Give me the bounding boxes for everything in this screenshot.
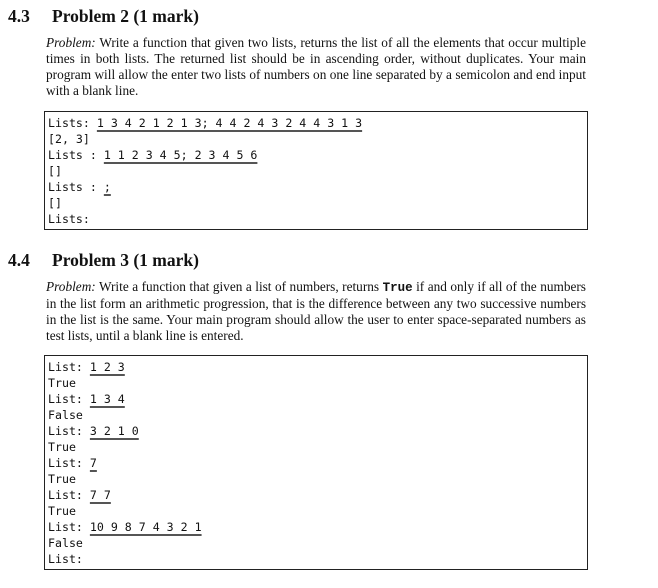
prompt-text: List:: [48, 392, 90, 406]
transcript-line: [48, 535, 587, 551]
transcript-line: [48, 375, 587, 391]
problem-description: [46, 35, 586, 99]
transcript-line: [48, 551, 587, 567]
prompt-text: List:: [48, 520, 90, 534]
prompt-text: True: [48, 472, 76, 486]
user-input: 7 7: [89, 488, 111, 502]
transcript-line: [48, 487, 587, 503]
prompt-text: True: [48, 504, 76, 518]
section-number: 4.4: [8, 250, 30, 270]
transcript-line: [48, 471, 587, 487]
section-heading-4-4: [8, 250, 199, 271]
prompt-text: []: [48, 196, 62, 210]
prompt-text: []: [48, 164, 62, 178]
transcript-line: [48, 147, 587, 163]
problem-description: [46, 279, 586, 344]
transcript-line: [48, 455, 587, 471]
user-input: 1 3 4 2 1 2 1 3; 4 4 2 4 3 2 4 4 3 1 3: [96, 116, 363, 130]
prompt-text: List:: [48, 488, 90, 502]
prompt-text: True: [48, 440, 76, 454]
user-input: 1 1 2 3 4 5; 2 3 4 5 6: [103, 148, 258, 162]
section-title: Problem 3 (1 mark): [52, 250, 199, 270]
prompt-text: False: [48, 408, 83, 422]
transcript-line: [48, 391, 587, 407]
prompt-text: True: [48, 376, 76, 390]
transcript-line: [48, 503, 587, 519]
code-true: True: [382, 281, 413, 295]
transcript-line: [48, 359, 587, 375]
prompt-text: Lists:: [48, 212, 90, 226]
prompt-text: List:: [48, 360, 90, 374]
prompt-text: False: [48, 536, 83, 550]
user-input: ;: [103, 180, 111, 194]
section-number: 4.3: [8, 6, 30, 26]
transcript-line: [48, 131, 587, 147]
transcript-line: [48, 163, 587, 179]
user-input: 10 9 8 7 4 3 2 1: [89, 520, 202, 534]
prompt-text: Lists :: [48, 148, 104, 162]
transcript-line: [48, 519, 587, 535]
transcript-line: [48, 211, 587, 227]
prompt-text: Lists :: [48, 180, 104, 194]
user-input: 7: [89, 456, 97, 470]
transcript-line: [48, 115, 587, 131]
transcript-line: [48, 439, 587, 455]
problem-label: Problem:: [46, 35, 96, 50]
prompt-text: List:: [48, 552, 83, 566]
transcript-line: [48, 195, 587, 211]
prompt-text: List:: [48, 456, 90, 470]
problem-text: Write a function that given two lists, returns the list of all the elements that occur multiple times in both lists. The returned list should be in ascending order, without duplicates. Your main program will allow the enter two lists of numbers on one line separated by a semicolon and end input with a blank line.: [46, 35, 586, 98]
problem-text: Write a function that given a list of numbers, returns: [98, 279, 383, 294]
transcript-line: [48, 179, 587, 195]
prompt-text: Lists:: [48, 116, 97, 130]
prompt-text: List:: [48, 424, 90, 438]
transcript-line: [48, 407, 587, 423]
prompt-text: [2, 3]: [48, 132, 90, 146]
user-input: 1 2 3: [89, 360, 125, 374]
transcript-box: [44, 111, 588, 230]
problem-text: if and only if all of the numbers in the list form an arithmetic progression, that is the difference between any two successive numbers in the list is the same. Your main program should allow the user to enter space-separated numbers as test lists, until a blank line is entered.: [46, 279, 586, 343]
transcript-line: [48, 423, 587, 439]
section-heading-4-3: [8, 6, 199, 27]
problem-label: Problem:: [46, 279, 96, 294]
section-title: Problem 2 (1 mark): [52, 6, 199, 26]
user-input: 1 3 4: [89, 392, 125, 406]
transcript-box: [44, 355, 588, 570]
user-input: 3 2 1 0: [89, 424, 139, 438]
